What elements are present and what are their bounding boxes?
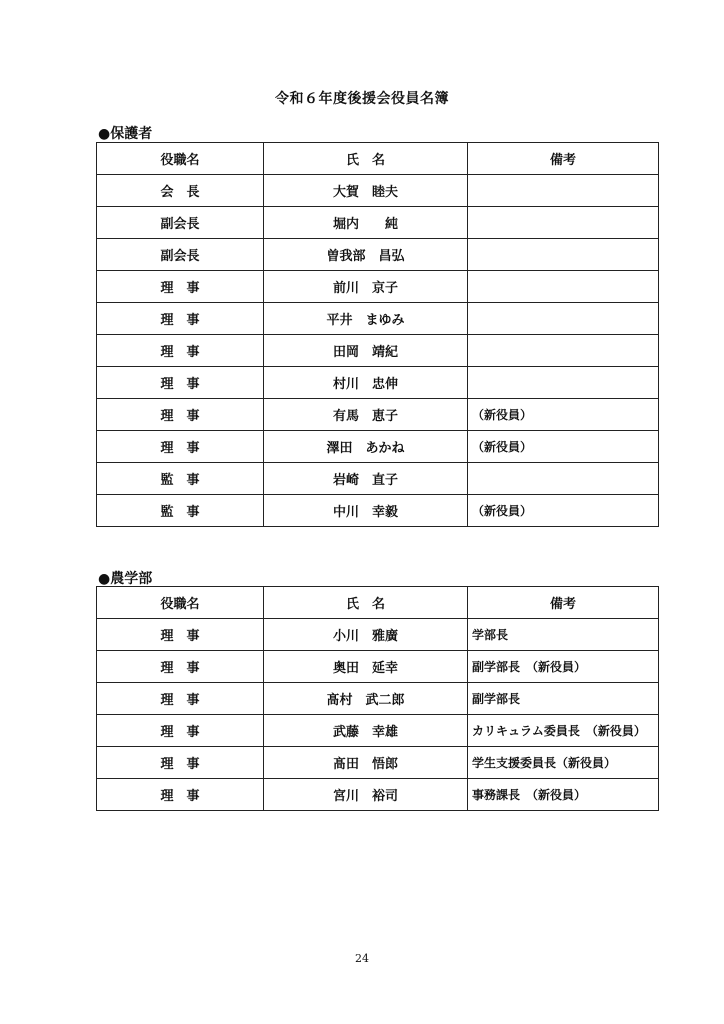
note-cell: 副学部長: [468, 683, 659, 715]
note-cell: [468, 207, 659, 239]
name-cell: 前川 京子: [264, 271, 468, 303]
role-cell: 理 事: [97, 271, 264, 303]
section-heading-parents: ●保護者: [98, 126, 153, 142]
name-cell: 大賀 睦夫: [264, 175, 468, 207]
name-cell: 髙田 悟郎: [264, 747, 468, 779]
table-row: [97, 207, 659, 239]
table-row: [97, 651, 659, 683]
header-name: 氏 名: [264, 587, 468, 619]
role-cell: 理 事: [97, 683, 264, 715]
name-cell: 奥田 延幸: [264, 651, 468, 683]
note-cell: [468, 463, 659, 495]
note-cell: 学部長: [468, 619, 659, 651]
note-cell: [468, 271, 659, 303]
role-cell: 副会長: [97, 239, 264, 271]
name-cell: 平井 まゆみ: [264, 303, 468, 335]
role-cell: 副会長: [97, 207, 264, 239]
table-row: [97, 715, 659, 747]
table-row: [97, 367, 659, 399]
note-cell: [468, 239, 659, 271]
name-cell: 岩崎 直子: [264, 463, 468, 495]
table-header-row: [97, 587, 659, 619]
name-cell: 宮川 裕司: [264, 779, 468, 811]
note-cell: [468, 303, 659, 335]
role-cell: 理 事: [97, 747, 264, 779]
table-row: [97, 399, 659, 431]
page-title: 令和６年度後援会役員名簿: [275, 91, 449, 107]
note-cell: 事務課長 （新役員）: [468, 779, 659, 811]
role-cell: 理 事: [97, 431, 264, 463]
role-cell: 理 事: [97, 399, 264, 431]
table-row: [97, 463, 659, 495]
name-cell: 澤田 あかね: [264, 431, 468, 463]
role-cell: 理 事: [97, 303, 264, 335]
name-cell: 有馬 恵子: [264, 399, 468, 431]
note-cell: （新役員）: [468, 399, 659, 431]
note-cell: （新役員）: [468, 495, 659, 527]
header-name: 氏 名: [264, 143, 468, 175]
role-cell: 理 事: [97, 715, 264, 747]
table-row: [97, 747, 659, 779]
page-number: 24: [355, 952, 369, 965]
role-cell: 理 事: [97, 651, 264, 683]
role-cell: 理 事: [97, 779, 264, 811]
role-cell: 監 事: [97, 495, 264, 527]
note-cell: [468, 367, 659, 399]
table-row: [97, 271, 659, 303]
table-row: [97, 303, 659, 335]
section-heading-agriculture: ●農学部: [98, 571, 153, 587]
table-row: [97, 239, 659, 271]
header-note: 備考: [468, 587, 659, 619]
parents-roster-body: [97, 175, 659, 527]
table-row: [97, 431, 659, 463]
name-cell: 村川 忠伸: [264, 367, 468, 399]
parents-roster-table: [96, 142, 659, 527]
table-row: [97, 779, 659, 811]
name-cell: 武藤 幸雄: [264, 715, 468, 747]
header-role: 役職名: [97, 143, 264, 175]
note-cell: 学生支援委員長（新役員）: [468, 747, 659, 779]
table-header-row: [97, 143, 659, 175]
note-cell: [468, 335, 659, 367]
role-cell: 理 事: [97, 367, 264, 399]
table-row: [97, 683, 659, 715]
table-row: [97, 335, 659, 367]
agriculture-roster-table: [96, 586, 659, 811]
header-note: 備考: [468, 143, 659, 175]
name-cell: 田岡 靖紀: [264, 335, 468, 367]
name-cell: 中川 幸毅: [264, 495, 468, 527]
table-row: [97, 495, 659, 527]
role-cell: 理 事: [97, 619, 264, 651]
role-cell: 理 事: [97, 335, 264, 367]
agriculture-roster-body: [97, 619, 659, 811]
note-cell: 副学部長 （新役員）: [468, 651, 659, 683]
note-cell: （新役員）: [468, 431, 659, 463]
table-row: [97, 619, 659, 651]
note-cell: [468, 175, 659, 207]
header-role: 役職名: [97, 587, 264, 619]
name-cell: 曽我部 昌弘: [264, 239, 468, 271]
table-row: [97, 175, 659, 207]
role-cell: 監 事: [97, 463, 264, 495]
name-cell: 小川 雅廣: [264, 619, 468, 651]
name-cell: 堀内 純: [264, 207, 468, 239]
role-cell: 会 長: [97, 175, 264, 207]
note-cell: カリキュラム委員長 （新役員）: [468, 715, 659, 747]
name-cell: 髙村 武二郎: [264, 683, 468, 715]
